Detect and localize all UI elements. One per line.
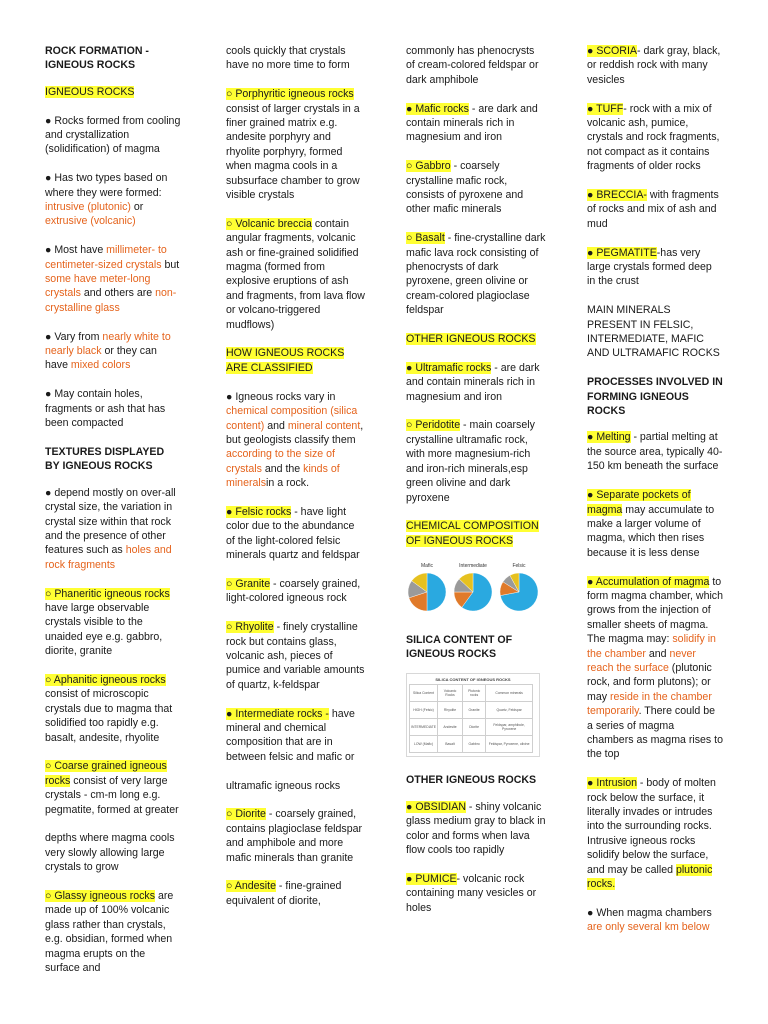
paragraph-depths: depths where magma cools very slowly allowing large crystals to grow	[45, 832, 175, 874]
column-3	[406, 44, 546, 929]
section-heading-textures: TEXTURES DISPLAYED BY IGNEOUS ROCKS	[45, 445, 165, 473]
table-cell: Granite	[463, 702, 486, 719]
chemical-composition-pie-charts	[406, 563, 546, 623]
item-intrusion: ● Intrusion - body of molten rock below the surface, it literally invades or intrudes into the surrounding rocks. Intrusive igneous rocks solidify below the surface, and may be called plutonic rocks.	[587, 777, 716, 891]
table-cell: Rhyolite	[438, 702, 463, 719]
item-ultramafic: ● Ultramafic rocks - are dark and contain minerals rich in magnesium and iron	[406, 361, 540, 403]
paragraph-rocks-formed: ● Rocks formed from cooling and crystallization (solidification) of magma	[45, 114, 181, 156]
pie-chart-felsic	[498, 563, 540, 623]
item-tuff: ● TUFF- rock with a mix of volcanic ash, pumice, crystals and rock fragments, not compact as it contains fragments of older rocks	[587, 102, 720, 173]
section-heading-other-igneous: OTHER IGNEOUS ROCKS	[406, 333, 536, 346]
pie-label: Felsic	[512, 562, 526, 569]
item-diorite: ○ Diorite - coarsely grained, contains plagioclase feldspar and amphibole and more mafic minerals than granite	[226, 808, 363, 864]
section-heading-other-igneous-2: OTHER IGNEOUS ROCKS	[406, 774, 537, 787]
table-cell: Andesite	[438, 719, 463, 736]
item-granite: ○ Granite - coarsely grained, light-colored igneous rock	[226, 577, 361, 605]
item-pegmatite: ● PEGMATITE-has very large crystals formed deep in the crust	[587, 246, 712, 288]
item-glassy: ○ Glassy igneous rocks are made up of 100% volcanic glass rather than crystals, e.g. obsidian, formed when magma erupts on the surface and	[45, 889, 174, 975]
item-scoria: ● SCORIA- dark gray, black, or reddish rock with many vesicles	[587, 45, 721, 86]
item-obsidian: ● OBSIDIAN - shiny volcanic glass medium gray to black in color and forms when lava flow cools too rapidly	[406, 800, 546, 856]
item-gabbro: ○ Gabbro - coarsely crystalline mafic rock, consists of pyroxene and other mafic minerals	[406, 160, 524, 216]
table-cell: Feldspar, amphibole, Pyroxene	[486, 719, 533, 736]
item-porphyritic: ○ Porphyritic igneous rocks consist of larger crystals in a finer grained matrix e.g. andesite porphyry and rhyolite porphyry, formed when magma cools in a subsurface chamber to grow visible crystals	[226, 88, 360, 202]
table-cell: Plutonic rocks	[463, 685, 486, 702]
paragraph-phenocrysts: commonly has phenocrysts of cream-colored feldspar or dark amphibole	[406, 45, 539, 86]
section-heading-chemical: CHEMICAL COMPOSITION OF IGNEOUS ROCKS	[406, 520, 539, 547]
table-row	[410, 719, 533, 736]
table-row	[410, 736, 533, 753]
table-cell: Silica Content	[410, 685, 438, 702]
pie-chart-intermediate	[452, 563, 494, 623]
item-phaneritic: ○ Phaneritic igneous rocks have large observable crystals visible to the unaided eye e.g. gabbro, diorite, granite	[45, 587, 170, 658]
item-aphanitic: ○ Aphanitic igneous rocks consist of microscopic crystals due to magma that solidified too rapidly e.g. basalt, andesite, rhyolite	[45, 673, 173, 744]
item-coarse-grained: ○ Coarse grained igneous rocks consist of very large crystals - cm-m long e.g. pegmatite, formed at greater	[45, 760, 179, 816]
silica-content-table-image	[406, 673, 540, 757]
table-cell: HIGH (Felsic)	[410, 702, 438, 719]
pie-label: Mafic	[421, 562, 433, 569]
section-heading-silica: SILICA CONTENT OF IGNEOUS ROCKS	[406, 633, 513, 660]
paragraph-ultramafic-line: ultramafic igneous rocks	[226, 779, 341, 792]
table-row	[410, 702, 533, 719]
table-header-row	[410, 685, 533, 702]
column-4	[587, 44, 723, 949]
item-rhyolite: ○ Rhyolite - finely crystalline rock but contains glass, volcanic ash, pieces of pumice and variable amounts of quartz, k-feldspar	[226, 621, 365, 691]
silica-table-title: SILICA CONTENT OF IGNEOUS ROCKS	[435, 677, 511, 683]
pie-label: Intermediate	[459, 562, 487, 569]
item-breccia: ● BRECCIA- with fragments of rocks and mix of ash and mud	[587, 189, 719, 230]
column-2	[226, 44, 366, 923]
table-cell: Basalt	[438, 736, 463, 753]
column-1	[45, 44, 181, 990]
table-cell: INTERMEDIATE	[410, 719, 438, 736]
item-felsic: ● Felsic rocks - have light color due to the abundance of the light-colored felsic minerals quartz and feldspar	[226, 505, 360, 562]
table-cell: Volcanic Rocks	[438, 685, 463, 702]
item-pumice: ● PUMICE- volcanic rock containing many vesicles or holes	[406, 872, 537, 914]
paragraph-magma-chambers: ● When magma chambers are only several km below	[587, 906, 712, 934]
paragraph-two-types: ● Has two types based on where they were formed: intrusive (plutonic) or extrusive (volcanic)	[45, 172, 168, 228]
table-cell: Common minerals	[486, 685, 533, 702]
section-heading-processes: PROCESSES INVOLVED IN FORMING IGNEOUS ROCKS	[587, 376, 723, 418]
paragraph-holes: ● May contain holes, fragments or ash that has been compacted	[45, 388, 166, 430]
paragraph-textures: ● depend mostly on over-all crystal size, the variation in crystal size within that rock and the presence of other features such as holes and rock fragments	[45, 486, 176, 571]
paragraph-main-minerals: MAIN MINERALS PRESENT IN FELSIC, INTERMEDIATE, MAFIC AND ULTRAMAFIC ROCKS	[587, 304, 720, 360]
section-heading-classified: HOW IGNEOUS ROCKS ARE CLASSIFIED	[226, 347, 345, 374]
item-accumulation: ● Accumulation of magma to form magma chamber, which grows from the injection of smaller sheets of magma. The magma may: solidify in the chamber and never reach the surface (plutonic rock, and form plutons); or may reside in the chamber temporarily. There could be a series of magma chambers as magma rises to the top	[587, 575, 724, 761]
item-mafic: ● Mafic rocks - are dark and contain minerals rich in magnesium and iron	[406, 102, 538, 144]
item-basalt: ○ Basalt - fine-crystalline dark mafic lava rock consisting of phenocrysts of dark pyroxene, green olivine or cream-colored plagioclase feldspar	[406, 232, 546, 317]
paragraph-crystal-sizes: ● Most have millimeter- to centimeter-sized crystals but some have meter-long crystals and others are non-crystalline glass	[45, 244, 180, 314]
table-cell: Feldspar, Pyroxene, olivine	[486, 736, 533, 753]
item-peridotite: ○ Peridotite - main coarsely crystalline ultramafic rock, with more magnesium-rich and iron-rich minerals,esp green olivine and dark pyroxene	[406, 419, 535, 504]
item-intermediate: ● Intermediate rocks - have mineral and chemical composition that are in between felsic and mafic or	[226, 707, 355, 763]
item-melting: ● Melting - partial melting at the source area, typically 40-150 km beneath the surface	[587, 431, 723, 473]
document-title: ROCK FORMATION - IGNEOUS ROCKS	[45, 45, 149, 72]
silica-content-table	[409, 684, 533, 753]
paragraph-cools-quickly: cools quickly that crystals have no more time to form	[226, 45, 350, 72]
table-cell: LOW (Mafic)	[410, 736, 438, 753]
section-heading-igneous-rocks: IGNEOUS ROCKS	[45, 85, 135, 98]
item-separate-pockets: ● Separate pockets of magma may accumulate to make a larger volume of magma, which then rises because it is less dense	[587, 489, 715, 559]
table-cell: Quartz, Feldspar	[486, 702, 533, 719]
pie-slice	[427, 573, 446, 611]
item-volcanic-breccia: ○ Volcanic breccia contain angular fragments, volcanic ash or fine-grained solidified magma (formed from explosive eruptions of ash and fragments, from lava flow or volcano-triggered mudflows)	[226, 217, 365, 331]
item-andesite: ○ Andesite - fine-grained equivalent of diorite,	[226, 880, 342, 907]
paragraph-classified: ● Igneous rocks vary in chemical composition (silica content) and mineral content, but geologists classify them according to the size of crystals and the kinds of mineralsin a rock.	[226, 390, 364, 490]
pie-chart-mafic	[406, 563, 448, 623]
table-cell: Diorite	[463, 719, 486, 736]
table-cell: Gabbro	[463, 736, 486, 753]
paragraph-colors: ● Vary from nearly white to nearly black or they can have mixed colors	[45, 330, 171, 372]
